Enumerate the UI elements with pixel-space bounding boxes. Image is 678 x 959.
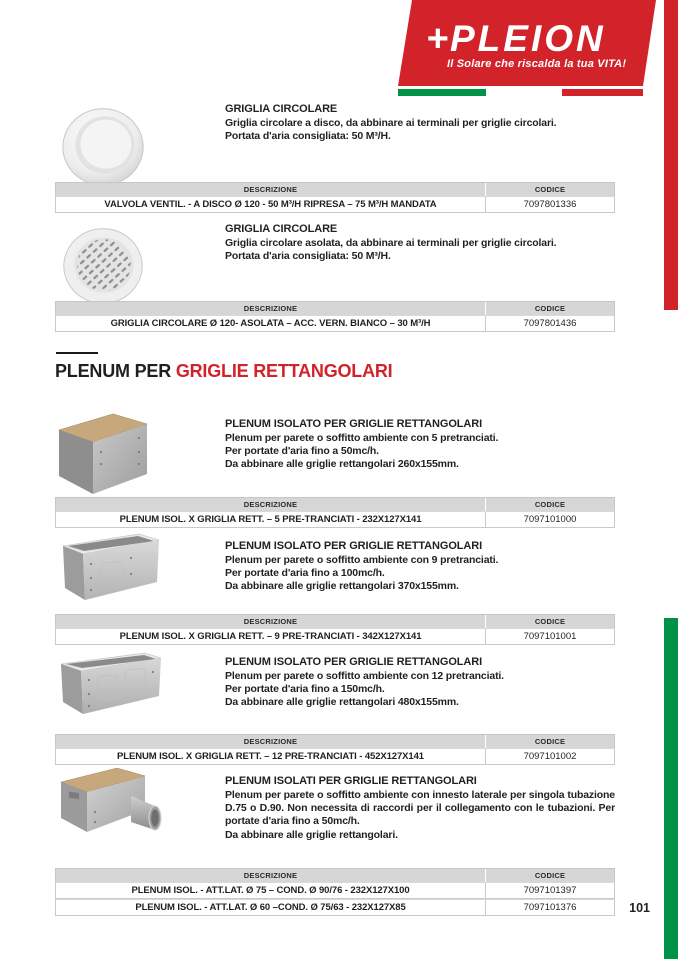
column-header-descrizione: DESCRIZIONE	[56, 183, 486, 196]
spec-cell-descrizione: PLENUM ISOL. - ATT.LAT. Ø 75 – COND. Ø 90/76 - 232X127X100	[56, 883, 486, 898]
spec-table	[55, 182, 615, 213]
product-description-line: Portata d'aria consigliata: 50 M³/H.	[225, 129, 391, 142]
spec-cell-descrizione: PLENUM ISOL. X GRIGLIA RETT. – 9 PRE-TRANCIATI - 342X127X141	[56, 629, 486, 644]
spec-table	[55, 734, 615, 765]
plenum-box-12-image	[57, 650, 165, 727]
product-description-line: Per portate d'aria fino a 100mc/h.	[225, 566, 385, 579]
product-description-line: Per portate d'aria fino a 50mc/h.	[225, 444, 379, 457]
spec-table-header	[55, 497, 615, 511]
product-title: GRIGLIA CIRCOLARE	[225, 223, 338, 235]
plenum-box-9-image	[57, 530, 162, 613]
flag-stripe-red	[562, 89, 643, 96]
product-description-line: Da abbinare alle griglie rettangolari 260x155mm.	[225, 458, 459, 471]
column-header-descrizione: DESCRIZIONE	[56, 615, 486, 628]
spec-table-header	[55, 301, 615, 315]
column-header-descrizione: DESCRIZIONE	[56, 302, 486, 315]
spec-row	[55, 628, 615, 645]
product-description-line: Griglia circolare a disco, da abbinare ai terminali per griglie circolari.	[225, 116, 557, 129]
section-heading-highlight: GRIGLIE RETTANGOLARI	[175, 361, 393, 381]
product-section	[55, 418, 615, 525]
spec-cell-descrizione: VALVOLA VENTIL. - A DISCO Ø 120 - 50 M³/H RIPRESA – 75 M³/H MANDATA	[56, 197, 486, 212]
spec-table	[55, 497, 615, 528]
logo-name: PLEION	[450, 18, 606, 59]
spec-row	[55, 899, 615, 916]
brand-header	[0, 0, 678, 100]
logo-tagline: Il Solare che riscalda la tua VITA!	[447, 58, 627, 70]
spec-cell-codice: 7097101376	[523, 902, 577, 913]
spec-cell-descrizione: PLENUM ISOL. - ATT.LAT. Ø 60 –COND. Ø 75/63 - 232X127X85	[56, 900, 486, 915]
plenum-duct-box-image	[57, 764, 163, 849]
flag-stripe-green	[398, 89, 486, 96]
slotted-grille-image	[60, 225, 146, 312]
spec-cell-descrizione: PLENUM ISOL. X GRIGLIA RETT. – 5 PRE-TRANCIATI - 232X127X141	[56, 512, 486, 527]
plenum-box-5-image	[57, 412, 149, 501]
section-heading	[55, 361, 393, 382]
product-title: PLENUM ISOLATO PER GRIGLIE RETTANGOLARI	[225, 418, 483, 430]
product-title: PLENUM ISOLATO PER GRIGLIE RETTANGOLARI	[225, 540, 483, 552]
spec-table-header	[55, 182, 615, 196]
spec-table	[55, 301, 615, 332]
product-description-line: Plenum per parete o soffitto ambiente con innesto laterale per singola tubazione D.75 o D.90. Non necessita di raccordi per il collegamento con le tubazioni. Per portate d'aria fino a 50mc/h.	[225, 788, 615, 828]
heading-rule	[56, 352, 98, 354]
spec-cell-codice: 7097101000	[523, 514, 577, 525]
spec-cell-descrizione: GRIGLIA CIRCOLARE Ø 120- ASOLATA – ACC. VERN. BIANCO – 30 M³/H	[56, 316, 486, 331]
section-heading-prefix: PLENUM PER	[55, 361, 172, 381]
page-number: 101	[629, 901, 650, 915]
column-header-codice: CODICE	[534, 304, 566, 313]
spec-table-header	[55, 734, 615, 748]
spec-row	[55, 511, 615, 528]
product-description-line: Da abbinare alle griglie rettangolari 480x155mm.	[225, 696, 459, 709]
product-title: PLENUM ISOLATI PER GRIGLIE RETTANGOLARI	[225, 775, 477, 787]
spec-cell-codice: 7097801336	[523, 199, 577, 210]
column-header-codice: CODICE	[534, 500, 566, 509]
spec-row	[55, 748, 615, 765]
column-header-descrizione: DESCRIZIONE	[56, 735, 486, 748]
spec-cell-codice: 7097801436	[523, 318, 577, 329]
product-title: PLENUM ISOLATO PER GRIGLIE RETTANGOLARI	[225, 656, 483, 668]
right-edge-bar-green	[664, 618, 678, 959]
product-section	[55, 775, 615, 913]
spec-table	[55, 868, 615, 916]
spec-cell-codice: 7097101002	[523, 751, 577, 762]
spec-table-header	[55, 868, 615, 882]
spec-row	[55, 196, 615, 213]
spec-row	[55, 315, 615, 332]
disc-valve-image	[60, 107, 146, 192]
spec-table	[55, 614, 615, 645]
right-edge-bar-red	[664, 0, 678, 310]
column-header-codice: CODICE	[534, 185, 566, 194]
product-description-line: Portata d'aria consigliata: 50 M³/H.	[225, 249, 391, 262]
product-title: GRIGLIA CIRCOLARE	[225, 103, 338, 115]
product-section	[55, 656, 615, 762]
logo-plus-icon: +	[426, 18, 451, 60]
spec-row	[55, 882, 615, 899]
column-header-descrizione: DESCRIZIONE	[56, 869, 486, 882]
product-section	[55, 223, 615, 329]
product-description-line: Da abbinare alle griglie rettangolari.	[225, 828, 398, 841]
product-section	[55, 540, 615, 642]
product-description-line: Per portate d'aria fino a 150mc/h.	[225, 682, 385, 695]
spec-cell-descrizione: PLENUM ISOL. X GRIGLIA RETT. – 12 PRE-TRANCIATI - 452X127X141	[56, 749, 486, 764]
product-description-line: Da abbinare alle griglie rettangolari 370x155mm.	[225, 580, 459, 593]
column-header-codice: CODICE	[534, 737, 566, 746]
spec-cell-codice: 7097101001	[523, 631, 577, 642]
product-description-line: Plenum per parete o soffitto ambiente con 9 pretranciati.	[225, 553, 499, 566]
spec-cell-codice: 7097101397	[523, 885, 577, 896]
product-description-line: Griglia circolare asolata, da abbinare ai terminali per griglie circolari.	[225, 236, 557, 249]
column-header-descrizione: DESCRIZIONE	[56, 498, 486, 511]
column-header-codice: CODICE	[534, 871, 566, 880]
product-section	[55, 103, 615, 210]
product-description-line: Plenum per parete o soffitto ambiente con 5 pretranciati.	[225, 431, 499, 444]
spec-table-header	[55, 614, 615, 628]
column-header-codice: CODICE	[534, 617, 566, 626]
product-description-line: Plenum per parete o soffitto ambiente con 12 pretranciati.	[225, 669, 504, 682]
